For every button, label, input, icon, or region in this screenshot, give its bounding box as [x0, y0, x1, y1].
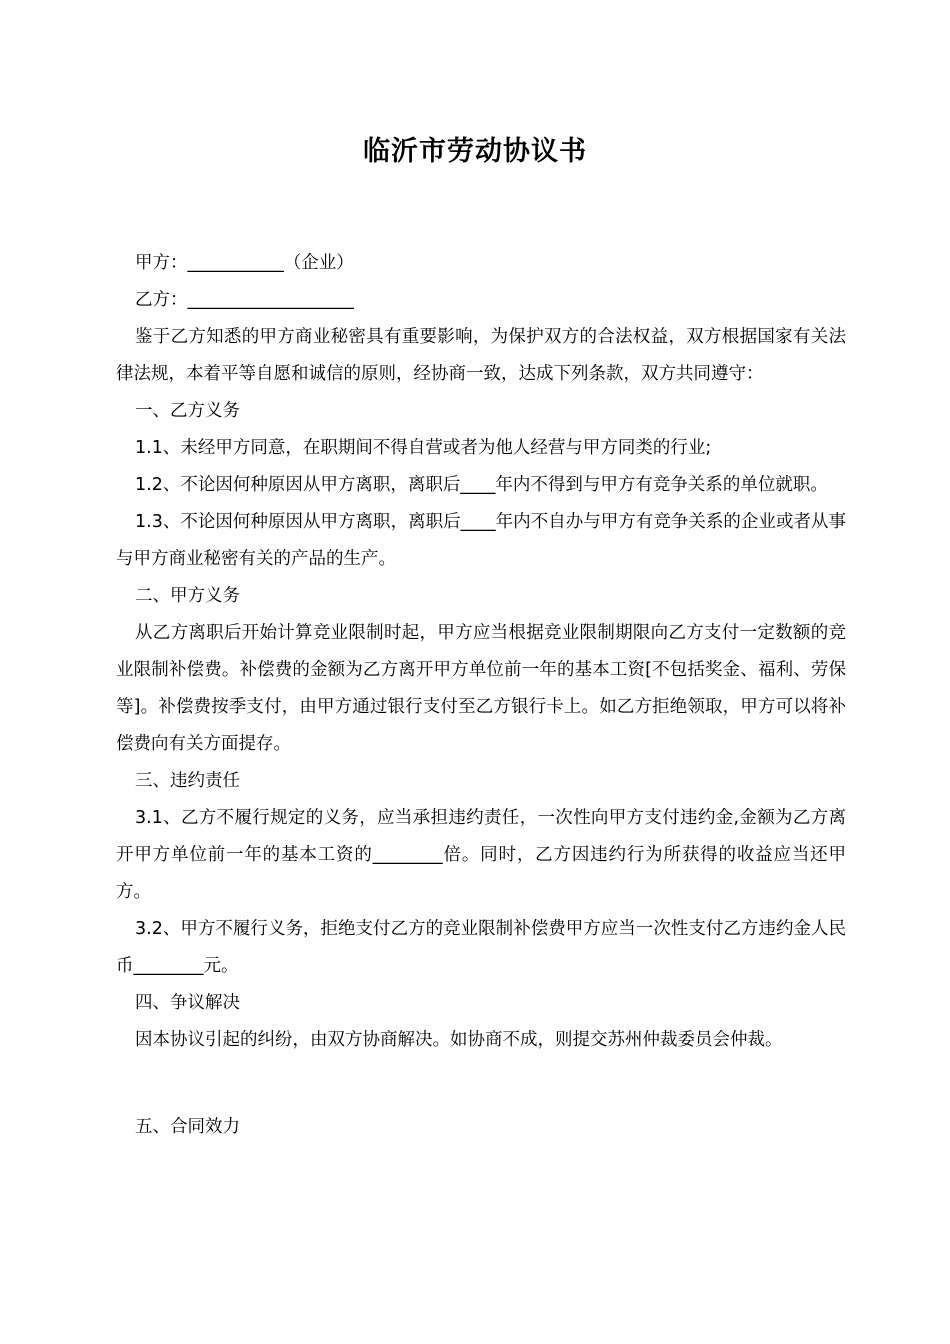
section-heading: 五、合同效力 [135, 1117, 240, 1137]
section-heading: 一、乙方义务 [135, 401, 240, 421]
clause-paragraph: 因本协议引起的纠纷，由双方协商解决。如协商不成，则提交苏州仲裁委员会仲裁。 [135, 1030, 783, 1050]
document-body [116, 245, 846, 1146]
document-title: 临沂市劳动协议书 [363, 136, 587, 167]
clause-paragraph: 1.2、不论因何种原因从甲方离职，离职后____年内不得到与甲方有竞争关系的单位就职。 [135, 475, 828, 495]
clause-paragraph: 3.2、甲方不履行义务，拒绝支付乙方的竞业限制补偿费甲方应当一次性支付乙方违约金人民币________元。 [116, 919, 846, 976]
clause-paragraph: 从乙方离职后开始计算竞业限制时起，甲方应当根据竞业限制期限向乙方支付一定数额的竞业限制补偿费。补偿费的金额为乙方离开甲方单位前一年的基本工资[不包括奖金、福利、劳保等]。补偿费按季支付，由甲方通过银行支付至乙方银行卡上。如乙方拒绝领取，甲方可以将补偿费向有关方面提存。 [116, 623, 846, 754]
section-heading: 四、争议解决 [135, 993, 240, 1013]
blank-spacer [116, 1059, 846, 1109]
section-heading: 二、甲方义务 [135, 586, 240, 606]
party-b-line: 乙方：___________________ [135, 290, 354, 310]
clause-paragraph: 1.3、不论因何种原因从甲方离职，离职后____年内不自办与甲方有竞争关系的企业或者从事与甲方商业秘密有关的产品的生产。 [116, 512, 846, 569]
clause-paragraph: 1.1、未经甲方同意，在职期间不得自营或者为他人经营与甲方同类的行业; [135, 438, 712, 458]
section-heading: 三、违约责任 [135, 771, 240, 791]
party-a-line: 甲方：___________（企业） [135, 253, 354, 273]
preamble-paragraph: 鉴于乙方知悉的甲方商业秘密具有重要影响，为保护双方的合法权益，双方根据国家有关法律法规，本着平等自愿和诚信的原则，经协商一致，达成下列条款，双方共同遵守： [116, 327, 846, 384]
clause-paragraph: 3.1、乙方不履行规定的义务，应当承担违约责任，一次性向甲方支付违约金,金额为乙方离开甲方单位前一年的基本工资的________倍。同时，乙方因违约行为所获得的收益应当还甲方。 [116, 808, 846, 902]
